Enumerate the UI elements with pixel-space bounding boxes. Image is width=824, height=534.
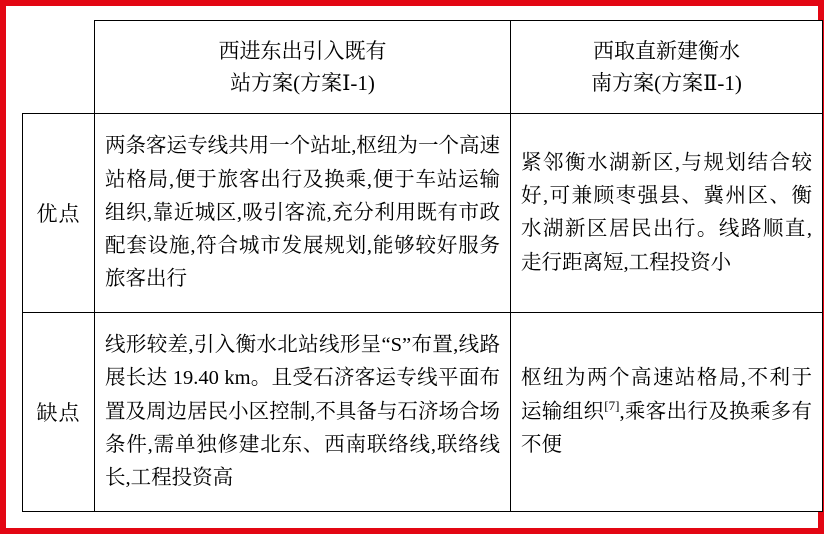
header-option-2-line-2: 南方案(方案Ⅱ-1) [591, 71, 742, 96]
header-option-1 [95, 21, 511, 114]
header-option-2-line-1: 西取直新建衡水 [593, 38, 740, 63]
disadvantages-option-2-post: ,乘客出行及换乘多有不便 [521, 400, 813, 456]
table-row-advantages [23, 114, 823, 313]
comparison-table [22, 20, 823, 512]
table-corner-cell [23, 21, 95, 114]
header-option-1-line-2: 站方案(方案Ⅰ-1) [230, 71, 375, 96]
comparison-table-container [12, 12, 812, 522]
footnote-reference: [7] [604, 397, 620, 413]
disadvantages-option-2-text [521, 362, 812, 462]
disadvantages-option-2-pre: 枢纽为两个高速站格局,不利于运输组织 [521, 367, 812, 423]
table-header-row [23, 21, 823, 114]
header-option-1-line-1: 西进东出引入既有 [218, 38, 387, 63]
header-option-2 [511, 21, 823, 114]
table-row-disadvantages [23, 313, 823, 512]
disadvantages-option-2 [511, 313, 823, 512]
disadvantages-option-1: 线形较差,引入衡水北站线形呈“S”布置,线路展长达 19.40 km。且受石济客运专线平面布置及周边居民小区控制,不具备与石济场合场条件,需单独修建北东、西南联络线,联络线长,工程投资高 [95, 313, 511, 512]
row-label-advantages: 优点 [23, 114, 95, 313]
advantages-option-1: 两条客运专线共用一个站址,枢纽为一个高速站格局,便于旅客出行及换乘,便于车站运输组织,靠近城区,吸引客流,充分利用既有市政配套设施,符合城市发展规划,能够较好服务旅客出行 [95, 114, 511, 313]
advantages-option-2: 紧邻衡水湖新区,与规划结合较好,可兼顾枣强县、冀州区、衡水湖新区居民出行。线路顺直,走行距离短,工程投资小 [511, 114, 823, 313]
row-label-disadvantages: 缺点 [23, 313, 95, 512]
